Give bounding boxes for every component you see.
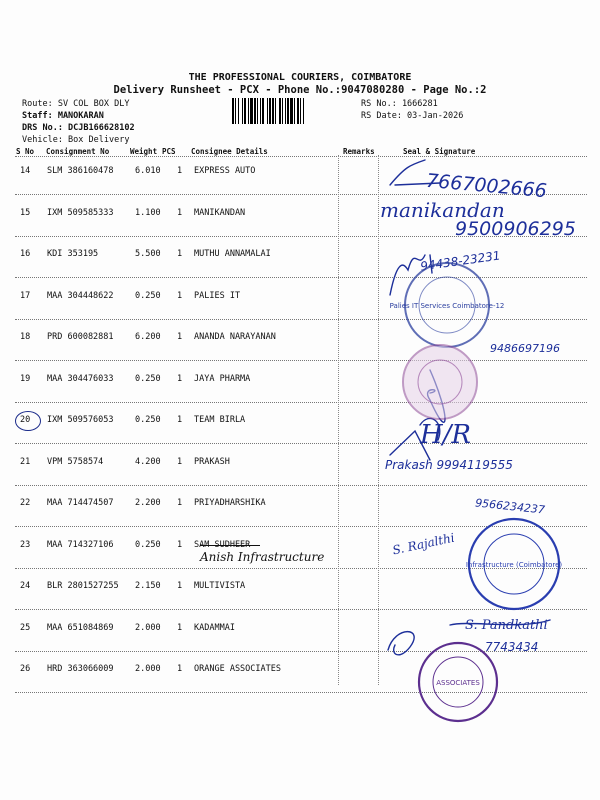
- handwriting-name-23: Anish Infrastructure: [200, 550, 325, 564]
- row-weight: 1.100: [135, 207, 161, 218]
- row-pcs: 1: [177, 581, 183, 591]
- row-sno: 18: [20, 332, 31, 342]
- row-pcs: 1: [177, 456, 183, 467]
- row-consignee: JAYA PHARMA: [194, 373, 251, 384]
- row-pcs: 1: [177, 373, 183, 384]
- row-sno: 15: [20, 207, 31, 218]
- row-consignment-no: IXM 509576053: [47, 415, 114, 425]
- seal-stamp-19: [400, 342, 480, 422]
- col-pcs: PCS: [162, 147, 176, 156]
- route-text: Route: SV COL BOX DLY: [22, 99, 130, 109]
- row-consignment-no: MAA 304448622: [47, 290, 114, 301]
- row-consignment-no: MAA 714474507: [47, 498, 114, 508]
- row-consignee: MUTHU ANNAMALAI: [194, 249, 271, 259]
- company-title: THE PROFESSIONAL COURIERS, COIMBATORE: [188, 72, 412, 83]
- row-weight: 0.250: [135, 539, 161, 550]
- col-consignee: Consignee Details: [191, 147, 268, 156]
- col-weight: Weight: [130, 147, 158, 156]
- rs-date-text: RS Date: 03-Jan-2026: [361, 111, 464, 121]
- seal-stamp-23: [460, 515, 568, 613]
- row-sno: 22: [20, 498, 31, 508]
- row-weight: 0.250: [135, 290, 161, 301]
- col-sno: S No: [16, 147, 35, 156]
- row-sno: 23: [20, 539, 31, 550]
- seal-text-26: ASSOCIATES: [436, 679, 480, 687]
- row-pcs: 1: [177, 249, 183, 259]
- row-consignee: MANIKANDAN: [194, 207, 246, 218]
- handwriting-phone-14: 7667002666: [425, 169, 548, 203]
- row-weight: 6.200: [135, 332, 161, 342]
- handwriting-signature-23: S. Rajalthi: [391, 530, 456, 558]
- row-sno: 26: [20, 664, 31, 674]
- row-consignment-no: PRD 600082881: [47, 332, 114, 342]
- seal-stamp-17: [389, 258, 505, 353]
- row-20-circle-mark: [15, 411, 41, 431]
- vehicle-text: Vehicle: Box Delivery: [22, 135, 130, 145]
- handwriting-phone-15: 9500906295: [455, 218, 576, 240]
- row-consignee: PRAKASH: [194, 456, 230, 467]
- seal-text-23: Infrastructure (Coimbatore): [465, 561, 563, 569]
- row-sno: 25: [20, 622, 31, 633]
- row-weight: 2.000: [135, 664, 161, 674]
- row-pcs: 1: [177, 415, 183, 425]
- row-consignment-no: VPM 5758574: [47, 456, 104, 467]
- row-weight: 6.010: [135, 166, 161, 176]
- row-consignment-no: HRD 363066009: [47, 664, 114, 674]
- drs-text: DRS No.: DCJB166628102: [22, 123, 135, 133]
- row-pcs: 1: [177, 622, 183, 633]
- row-sno: 20: [20, 415, 31, 425]
- row-sno: 24: [20, 581, 31, 591]
- row-weight: 5.500: [135, 249, 161, 259]
- row-sno: 14: [20, 166, 31, 176]
- row-consignment-no: MAA 714327106: [47, 539, 114, 550]
- handwriting-phone-26: 7743434: [485, 640, 539, 654]
- handwriting-phone-18: 9486697196: [490, 342, 560, 355]
- row-pcs: 1: [177, 207, 183, 218]
- row-weight: 0.250: [135, 373, 161, 384]
- row-consignee: SAM SUDHEER: [194, 539, 251, 550]
- runsheet-subtitle: Delivery Runsheet - PCX - Phone No.:9047080280 - Page No.:2: [113, 84, 487, 96]
- col-consignment: Consignment No: [46, 147, 110, 156]
- row-sno: 17: [20, 290, 31, 301]
- row-weight: 2.000: [135, 622, 161, 633]
- row-consignment-no: MAA 651084869: [47, 622, 114, 633]
- rs-no-text: RS No.: 1666281: [361, 99, 438, 109]
- row-consignee: PALIES IT: [194, 290, 241, 301]
- row-pcs: 1: [177, 498, 183, 508]
- row-sno: 19: [20, 373, 31, 384]
- handwriting-phone-22: 9566234237: [474, 496, 546, 517]
- row-pcs: 1: [177, 332, 183, 342]
- row-consignee: ANANDA NARAYANAN: [194, 332, 276, 342]
- row-pcs: 1: [177, 290, 183, 301]
- column-divider: [338, 155, 339, 685]
- col-seal: Seal & Signature: [403, 147, 476, 156]
- row-weight: 4.200: [135, 456, 161, 467]
- row-consignee: EXPRESS AUTO: [194, 166, 256, 176]
- row-consignee: ORANGE ASSOCIATES: [194, 664, 281, 674]
- row-pcs: 1: [177, 539, 183, 550]
- col-remarks: Remarks: [343, 147, 375, 156]
- row-sno: 21: [20, 456, 31, 467]
- row-weight: 2.200: [135, 498, 161, 508]
- handwriting-signature-15: manikandan: [380, 198, 505, 222]
- row-consignee: KADAMMAI: [194, 622, 235, 633]
- handwriting-signature-20: H/R: [420, 420, 472, 450]
- row-consignee: MULTIVISTA: [194, 581, 246, 591]
- row-divider: [15, 692, 587, 693]
- row-pcs: 1: [177, 166, 183, 176]
- row-consignment-no: SLM 386160478: [47, 166, 114, 176]
- seal-stamp-26: [416, 640, 500, 724]
- barcode-image: [232, 98, 356, 124]
- row-sno: 16: [20, 249, 31, 259]
- row-weight: 0.250: [135, 415, 161, 425]
- seal-text-17: Palies IT Services Coimbatore-12: [389, 302, 505, 310]
- row-consignment-no: MAA 304476033: [47, 373, 114, 384]
- handwriting-signature-21: Prakash 9994119555: [385, 458, 513, 472]
- row-consignment-no: BLR 2801527255: [47, 581, 119, 591]
- row-consignee: TEAM BIRLA: [194, 415, 246, 425]
- staff-text: Staff: MANOKARAN: [22, 111, 104, 121]
- row-consignment-no: KDI 353195: [47, 249, 99, 259]
- row-pcs: 1: [177, 664, 183, 674]
- handwriting-phone-16: 94438-23231: [419, 248, 502, 274]
- row-consignee: PRIYADHARSHIKA: [194, 498, 266, 508]
- strikethrough-line: [200, 545, 260, 546]
- handwriting-signature-25: S. Pandkathi: [465, 618, 548, 633]
- row-weight: 2.150: [135, 581, 161, 591]
- row-consignment-no: IXM 509585333: [47, 207, 114, 218]
